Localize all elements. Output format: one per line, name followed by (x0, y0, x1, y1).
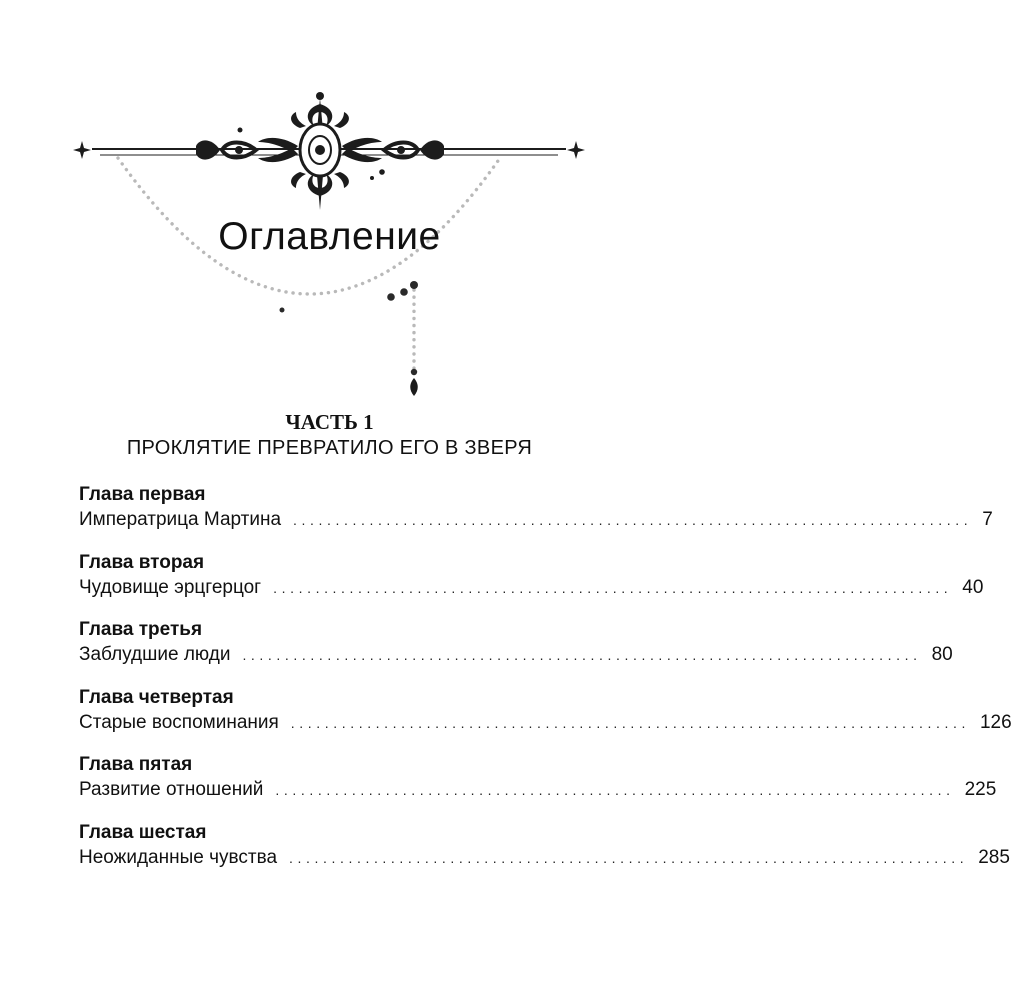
chapter-line (79, 575, 984, 601)
chapter-line (79, 507, 993, 533)
dot-leader: ................................................................................ (293, 512, 973, 528)
page-number: 285 (978, 846, 1010, 868)
dot-leader: ................................................................................ (242, 647, 922, 663)
chapter-entry[interactable] (79, 483, 993, 551)
chapter-label: Глава шестая (79, 821, 207, 843)
page-number: 126 (979, 711, 1012, 733)
chapter-label: Глава третья (79, 619, 203, 640)
chapter-entry[interactable] (79, 821, 1010, 889)
page-number: 7 (982, 509, 993, 530)
pendant-drop-icon (410, 378, 418, 396)
chapter-label: Глава пятая (79, 754, 193, 775)
left-star-icon (73, 141, 91, 159)
right-star-icon (567, 141, 585, 159)
dot-leader: ................................................................................ (290, 714, 970, 731)
chapter-line (79, 710, 1012, 736)
header-ornament (0, 0, 659, 400)
page-number: 40 (962, 576, 984, 598)
chapter-title: Императрица Мартина (79, 509, 282, 530)
chapter-title: Развитие отношений (79, 779, 264, 800)
baroque-cross-ornament (196, 92, 444, 210)
chapter-entry[interactable] (79, 551, 984, 619)
dot-leader: ................................................................................ (273, 579, 953, 596)
part-number: ЧАСТЬ 1 (285, 410, 374, 434)
dot-leader: ................................................................................ (289, 849, 969, 866)
dot-leader: ................................................................................ (275, 782, 955, 798)
page-title: Оглавление (218, 215, 441, 258)
chapter-title: Заблудшие люди (79, 644, 231, 665)
chapter-title: Старые воспоминания (79, 711, 279, 733)
chapter-line (79, 777, 997, 803)
chapter-entry[interactable] (79, 753, 997, 821)
chapter-label: Глава первая (79, 484, 206, 505)
chapter-line (79, 642, 953, 668)
chapter-label: Глава вторая (79, 551, 205, 573)
chapter-label: Глава четвертая (79, 686, 234, 708)
chapter-title: Неожиданные чувства (79, 846, 278, 868)
part-title: ПРОКЛЯТИЕ ПРЕВРАТИЛО ЕГО В ЗВЕРЯ (126, 437, 533, 459)
chapter-entry[interactable] (79, 686, 1012, 754)
chapter-entry[interactable] (79, 618, 953, 686)
page-number: 225 (964, 779, 997, 800)
chapter-line (79, 845, 1010, 871)
chapter-list (79, 483, 1012, 888)
page-number: 80 (931, 644, 953, 665)
chapter-title: Чудовище эрцгерцог (79, 576, 262, 598)
